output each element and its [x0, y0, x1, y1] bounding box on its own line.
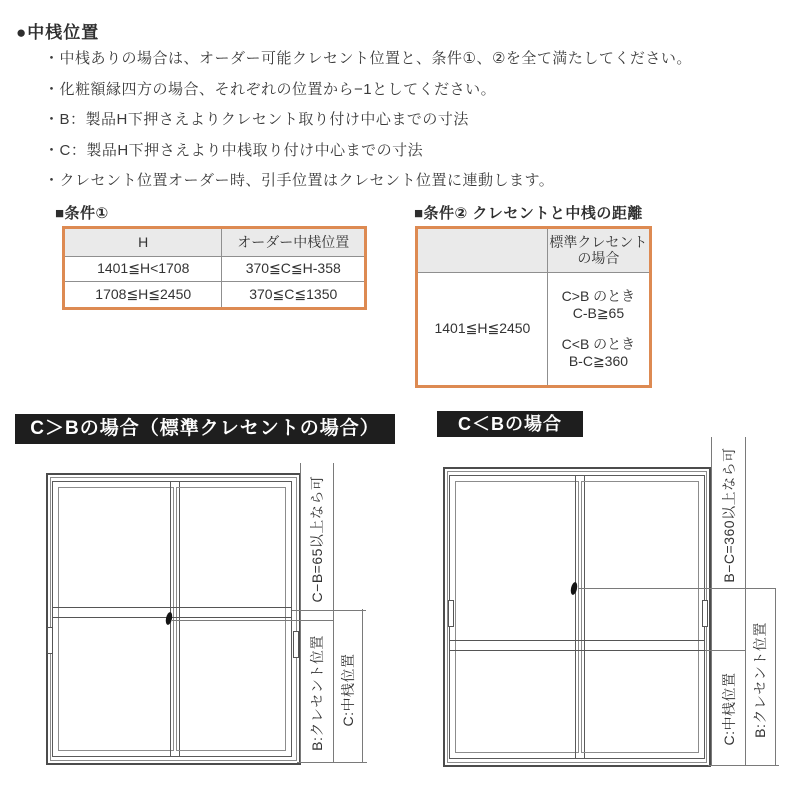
dimension-line [362, 609, 363, 763]
note-line: ・クレセント位置オーダー時、引手位置はクレセント位置に連動します。 [44, 172, 555, 189]
section-heading-c-less-b: C＜Bの場合 [437, 411, 583, 437]
rail-extension-line [705, 650, 746, 651]
condition2-cases-cell [547, 272, 649, 385]
condition1-cell: 370≦C≦1350 [222, 281, 364, 307]
condition2-case1: C>B のとき [561, 287, 636, 304]
condition1-table [62, 226, 367, 310]
dimension-line [300, 463, 301, 763]
right-handle-groove [293, 631, 299, 658]
condition2-case1-rule: C-B≧65 [572, 304, 625, 321]
condition1-header-order: オーダー中桟位置 [222, 229, 364, 256]
condition2-case2: C<B のとき [561, 335, 636, 352]
dim-label-b-minus-c: B−C=360以上なら可 [721, 447, 737, 583]
note-line: ・化粧額縁四方の場合、それぞれの位置から−1としてください。 [44, 80, 497, 98]
dim-label-c-minus-b: C−B=65以上なら可 [309, 475, 325, 603]
dim-label-c-rail: C:中桟位置 [340, 653, 356, 727]
right-sash-inner-line [176, 487, 286, 751]
right-sash-inner-line [581, 481, 699, 753]
notes-list [44, 44, 784, 197]
crescent-extension-line [172, 620, 334, 621]
condition2-header-line1: 標準クレセント [549, 234, 648, 251]
condition2-title: ■条件② クレセントと中桟の距離 [414, 205, 643, 222]
dimension-line [711, 437, 712, 766]
condition1-cell: 1708≦H≦2450 [65, 281, 222, 307]
dim-label-b-crescent: B:クレセント位置 [309, 635, 325, 751]
condition1-cell: 1401≦H<1708 [65, 256, 222, 281]
dimension-line [775, 588, 776, 766]
rail-extension-line [292, 610, 366, 611]
left-handle-groove [47, 627, 53, 654]
page-title: ●中桟位置 [16, 23, 100, 42]
right-handle-groove [702, 600, 708, 627]
dim-label-c-rail: C:中桟位置 [721, 672, 737, 746]
section-heading-c-greater-b: C＞Bの場合（標準クレセントの場合） [15, 414, 395, 444]
condition1-title: ■条件① [55, 205, 109, 222]
left-sash-inner-line [58, 487, 174, 751]
condition2-header-empty [418, 229, 547, 272]
condition2-case2-rule: B-C≧360 [568, 352, 629, 369]
dimension-line [745, 437, 746, 766]
bottom-extension-line [708, 765, 779, 766]
condition1-cell: 370≦C≦H-358 [222, 256, 364, 281]
note-line: ・中桟ありの場合は、オーダー可能クレセント位置と、条件①、②を全て満たしてください。 [44, 50, 692, 67]
crescent-extension-line [578, 588, 776, 589]
condition2-range-cell: 1401≦H≦2450 [418, 272, 547, 385]
dimension-line [333, 463, 334, 763]
dim-label-b-crescent: B:クレセント位置 [752, 622, 768, 738]
spacer [548, 322, 649, 336]
bottom-extension-line [297, 762, 367, 763]
left-sash-inner-line [455, 481, 579, 753]
middle-rail [449, 640, 705, 651]
note-line: ・B：製品H下押さえよりクレセント取り付け中心までの寸法 [44, 111, 469, 128]
condition1-header-h: H [65, 229, 222, 256]
left-handle-groove [448, 600, 454, 627]
condition2-header-line2: の場合 [577, 250, 620, 267]
note-line: ・C：製品H下押さえより中桟取り付け中心までの寸法 [44, 141, 424, 159]
condition2-table [415, 226, 652, 388]
condition2-header-standard [547, 229, 649, 272]
